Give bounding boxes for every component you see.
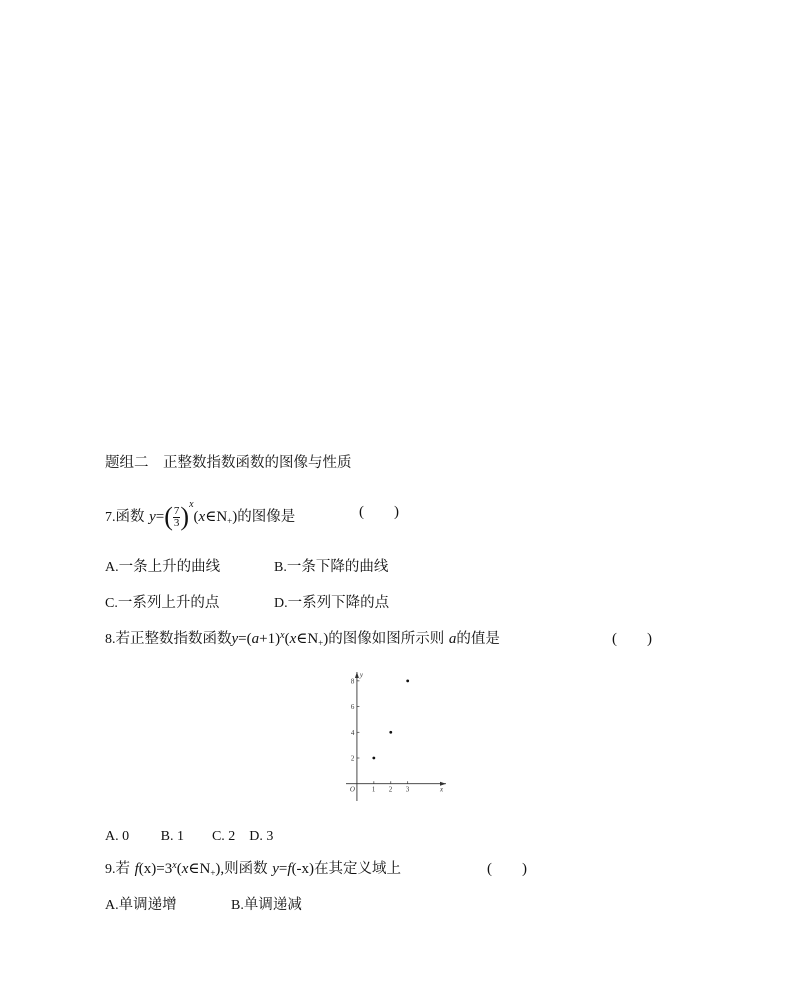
answer-blank-9[interactable]: ( ) xyxy=(487,861,527,877)
question-text: 若 xyxy=(115,861,130,877)
domain-close: ) xyxy=(323,631,329,647)
fraction-denominator: 3 xyxy=(173,516,180,529)
option-text: 一系列下降的点 xyxy=(287,595,390,611)
func-arg: (x) xyxy=(138,861,157,877)
var-a-2: a xyxy=(448,631,457,647)
right-paren: ) xyxy=(180,502,190,531)
domain-open: ( xyxy=(176,861,182,877)
option-7a[interactable] xyxy=(105,555,220,576)
data-point xyxy=(406,679,409,682)
question-number: 9. xyxy=(105,862,116,877)
fraction-numerator: 7 xyxy=(173,504,180,517)
y-tick-label: 8 xyxy=(350,677,355,686)
option-label: A. xyxy=(105,560,119,575)
option-text: 一条上升的曲线 xyxy=(118,559,221,575)
option-7b[interactable] xyxy=(274,555,388,576)
answer-blank-7[interactable]: ( ) xyxy=(359,504,399,520)
exponent: x xyxy=(172,860,177,871)
question-9 xyxy=(105,857,401,878)
option-text: 单调递增 xyxy=(118,897,177,913)
question-text: 函数 xyxy=(115,509,145,525)
option-label: C. xyxy=(105,596,118,611)
func-arg-neg: (-x) xyxy=(291,861,315,877)
equals-three: =3 xyxy=(156,861,173,877)
func-f: f xyxy=(287,861,292,877)
var-y: y xyxy=(149,509,156,525)
domain-var: x xyxy=(181,861,189,877)
domain-open: ( xyxy=(284,631,290,647)
option-9a[interactable] xyxy=(105,893,177,914)
question-text-after: 的图像是 xyxy=(237,509,296,525)
equals: =( xyxy=(238,631,252,647)
option-label: D. xyxy=(274,596,288,611)
domain-sub: + xyxy=(227,516,233,526)
domain-close: ), xyxy=(215,861,225,877)
domain-set: ∈N xyxy=(296,631,319,647)
answer-blank-8[interactable]: ( ) xyxy=(612,631,652,647)
question-number: 7. xyxy=(105,510,116,525)
scatter-graph xyxy=(340,668,450,803)
option-text: 一条下降的曲线 xyxy=(286,559,389,575)
domain-var: x xyxy=(289,631,297,647)
exponent: x xyxy=(189,499,194,510)
option-7d[interactable] xyxy=(274,591,389,612)
var-y: y xyxy=(231,631,239,647)
x-axis-label: x xyxy=(440,785,444,794)
domain-sub: + xyxy=(318,638,324,648)
domain-var: x xyxy=(198,509,206,525)
question-number: 8. xyxy=(105,632,116,647)
question-text-middle: 的图像如图所示则 xyxy=(328,631,445,647)
x-tick-label: 1 xyxy=(371,785,376,794)
question-8 xyxy=(105,627,500,648)
y-axis-label: y xyxy=(359,671,364,679)
domain-set: ∈N xyxy=(188,861,211,877)
option-text: 一系列上升的点 xyxy=(117,595,220,611)
data-point xyxy=(372,757,375,760)
y-tick-label: 2 xyxy=(350,754,355,763)
exponent: x xyxy=(280,630,285,641)
question-text-after: 的值是 xyxy=(456,631,500,647)
x-tick-label: 3 xyxy=(405,785,410,794)
option-7c[interactable] xyxy=(105,591,219,612)
option-text: 单调递减 xyxy=(243,897,302,913)
data-point xyxy=(389,731,392,734)
y-axis-arrow xyxy=(355,672,359,678)
section-title: 题组二 正整数指数函数的图像与性质 xyxy=(105,455,352,471)
equals: = xyxy=(155,509,165,525)
question-7: 7.函数 y=( $\frac{7}{3}$ )$^x(x\in N_+)$的图像是 xyxy=(105,499,296,531)
option-9b[interactable] xyxy=(231,893,302,914)
option-label: B. xyxy=(231,898,244,913)
x-tick-label: 2 xyxy=(388,785,393,794)
option-label: B. xyxy=(274,560,287,575)
y-tick-label: 4 xyxy=(350,728,355,737)
question-text-then: 则函数 xyxy=(224,861,268,877)
y-tick-label: 6 xyxy=(350,703,355,712)
origin-label: O xyxy=(349,785,355,794)
options-8[interactable]: A. 0 B. 1 C. 2 D. 3 xyxy=(105,829,274,844)
question-text: 若正整数指数函数 xyxy=(115,631,232,647)
equals: = xyxy=(278,861,288,877)
var-a: a xyxy=(251,631,260,647)
domain-set: ∈N xyxy=(205,509,228,525)
option-label: A. xyxy=(105,898,119,913)
left-paren: ( xyxy=(164,502,173,531)
plus-one: +1) xyxy=(259,631,281,647)
func-f: f xyxy=(134,861,139,877)
question-text-after: 在其定义域上 xyxy=(314,861,402,877)
var-y: y xyxy=(272,861,279,877)
domain-sub: + xyxy=(210,868,216,878)
